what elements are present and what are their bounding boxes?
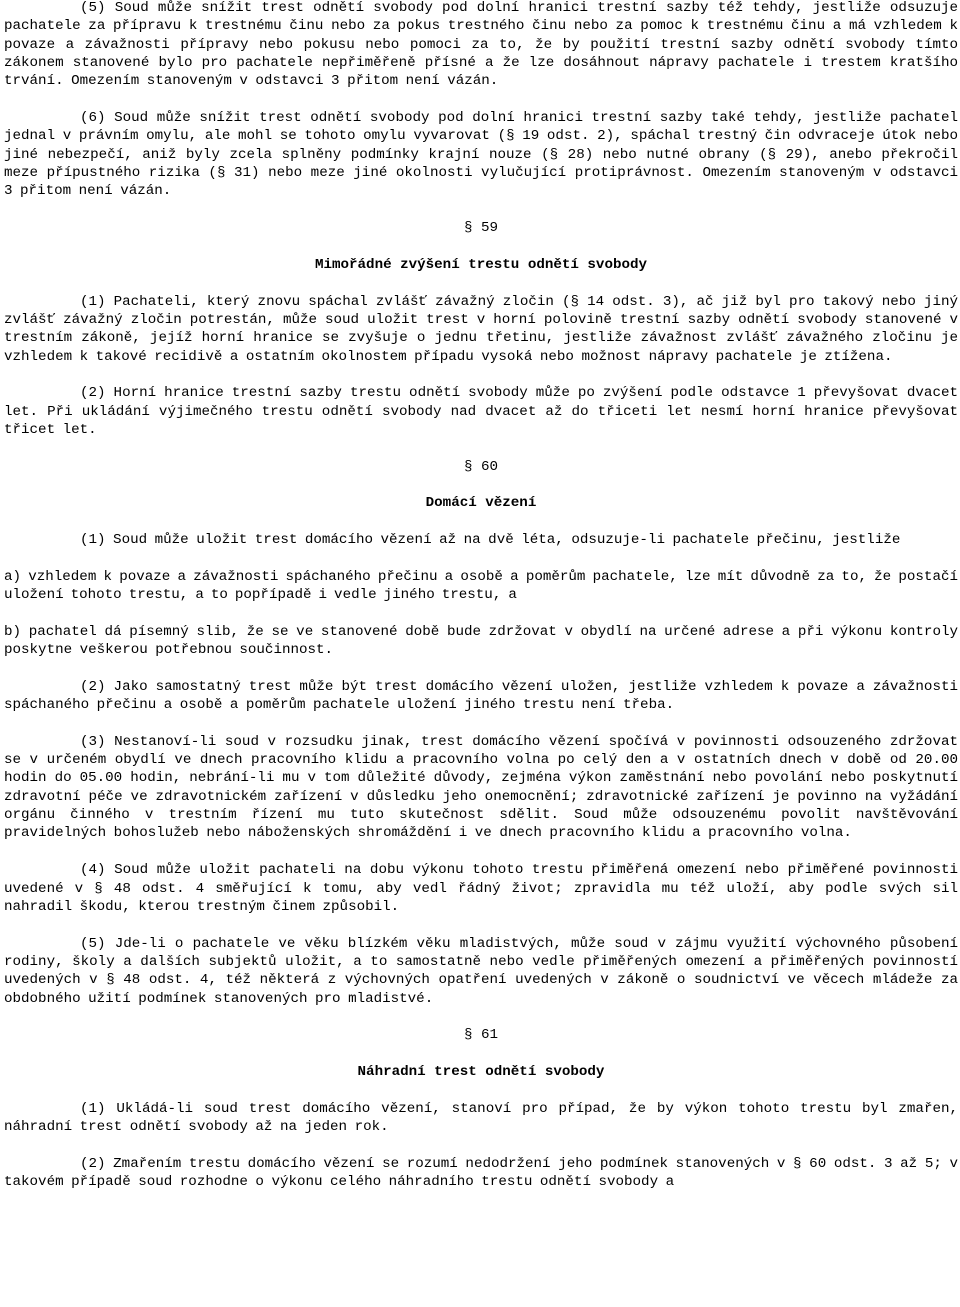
section-59-number: § 59 [463,220,499,237]
section-59-title: Mimořádné zvýšení trestu odnětí svobody [314,256,648,273]
paragraph-60-2: (2) Jako samostatný trest může být trest domácího vězení uložen, jestliže vzhledem k povaze a závažnosti spáchaného přečinu a osobě a poměrům pachatele uložení jiného trestu není třeba. [4,678,958,714]
section-60-title: Domácí vězení [425,495,537,512]
paragraph-60-5: (5) Jde-li o pachatele ve věku blízkém věku mladistvých, může soud v zájmu využití výchovného působení rodiny, školy a dalších subjektů uložit, a to samostatně nebo vedle přiměřených omezení a přiměřených povinností uvedených v § 48 odst. 4, též některá z výchovných opatření uvedených v zákoně o soudnictví ve věcech mládeže za obdobného užití podmínek stanovených pro mladistvé. [4,935,958,1007]
paragraph-58-6: (6) Soud může snížit trest odnětí svobody pod dolní hranici trestní sazby také tehdy, jestliže pachatel jednal v právním omylu, ale mohl se tohoto omylu vyvarovat (§ 19 odst. 2), spáchal trestný čin odvraceje útok nebo jiné nebezpečí, aniž byly zcela splněny podmínky krajní nouze (§ 28) nebo nutné obrany (§ 29), anebo překročil meze přípustného rizika (§ 31) nebo meze jiné okolnosti vylučující protiprávnost. Omezením stanoveným v odstavci 3 přitom není vázán. [4,110,958,200]
paragraph-60-1: (1) Soud může uložit trest domácího vězení až na dvě léta, odsuzuje-li pachatele přečinu, jestliže [80,531,901,548]
paragraph-61-1: (1) Ukládá-li soud trest domácího vězení, stanoví pro případ, že by výkon tohoto trestu byl zmařen, náhradní trest odnětí svobody až na jeden rok. [4,1100,958,1135]
paragraph-58-5: (5) Soud může snížit trest odnětí svobody pod dolní hranici trestní sazby též tehdy, jestliže odsuzuje pachatele za přípravu k trestnému činu nebo za pokus trestného činu nebo za pomoc k trestnému činu a má vzhledem k povaze a závažnosti přípravy nebo pokusu nebo pomoci za to, že by použití trestní sazby odnětí svobody tímto zákonem stanovené bylo pro pachatele nepřiměřeně přísné a že lze dosáhnout nápravy pachatele i trestem kratšího trvání. Omezením stanoveným v odstavci 3 přitom není vázán. [4,0,958,90]
paragraph-60-3: (3) Nestanoví-li soud v rozsudku jinak, trest domácího vězení spočívá v povinnosti odsouzeného zdržovat se v určeném obydlí ve dnech pracovního klidu a pracovního volna po celý den a v ostatních dnech v době od 20.00 hodin do 05.00 hodin, nebrání-li mu v tom důležité důvody, zejména výkon zaměstnání nebo povolání nebo poskytnutí zdravotní péče ve zdravotnickém zařízení v důsledku jeho onemocnění; zdravotnické zařízení je povinno na vyžádání orgánu činného v trestním řízení mu tuto skutečnost sdělit. Soud může odsouzenému povolit navštěvování pravidelných bohoslužeb nebo náboženských shromáždění i ve dnech pracovního klidu a pracovního volna. [4,733,958,842]
paragraph-61-2: (2) Zmařením trestu domácího vězení se rozumí nedodržení jeho podmínek stanovených v § 60 odst. 3 až 5; v takovém případě soud rozhodne o výkonu celého náhradního trestu odnětí svobody a [4,1155,958,1190]
section-60-number: § 60 [463,458,499,475]
section-61-title: Náhradní trest odnětí svobody [357,1063,605,1080]
section-61-number: § 61 [463,1027,499,1044]
document-page [4,0,958,1191]
paragraph-60-1-a: a) vzhledem k povaze a závažnosti spáchaného přečinu a osobě a poměrům pachatele, lze mít důvodně za to, že postačí uložení tohoto trestu, a to popřípadě i vedle jiného trestu, a [4,568,958,603]
paragraph-60-4: (4) Soud může uložit pachateli na dobu výkonu tohoto trestu přiměřená omezení nebo přiměřené povinnosti uvedené v § 48 odst. 4 směřující k tomu, aby vedl řádný život; zpravidla mu též uloží, aby podle svých sil nahradil škodu, kterou trestným činem způsobil. [4,862,958,915]
paragraph-59-1: (1) Pachateli, který znovu spáchal zvlášť závažný zločin (§ 14 odst. 3), ač již byl pro takový nebo jiný zvlášť závažný zločin potrestán, může soud uložit trest v horní polovině trestní sazby odnětí svobody stanovené v trestním zákoně, jejíž horní hranice se zvyšuje o jednu třetinu, jestliže závažnost zvlášť závažného zločinu je vzhledem k takové recidivě a ostatním okolnostem případu vysoká nebo možnost nápravy pachatele je ztížena. [4,293,958,365]
paragraph-59-2: (2) Horní hranice trestní sazby trestu odnětí svobody může po zvýšení podle odstavce 1 převyšovat dvacet let. Při ukládání výjimečného trestu odnětí svobody nad dvacet až do třiceti let nesmí horní hranice převyšovat třicet let. [4,385,958,438]
paragraph-60-1-b: b) pachatel dá písemný slib, že se ve stanovené době bude zdržovat v obydlí na určené adrese a při výkonu kontroly poskytne veškerou potřebnou součinnost. [4,623,958,659]
